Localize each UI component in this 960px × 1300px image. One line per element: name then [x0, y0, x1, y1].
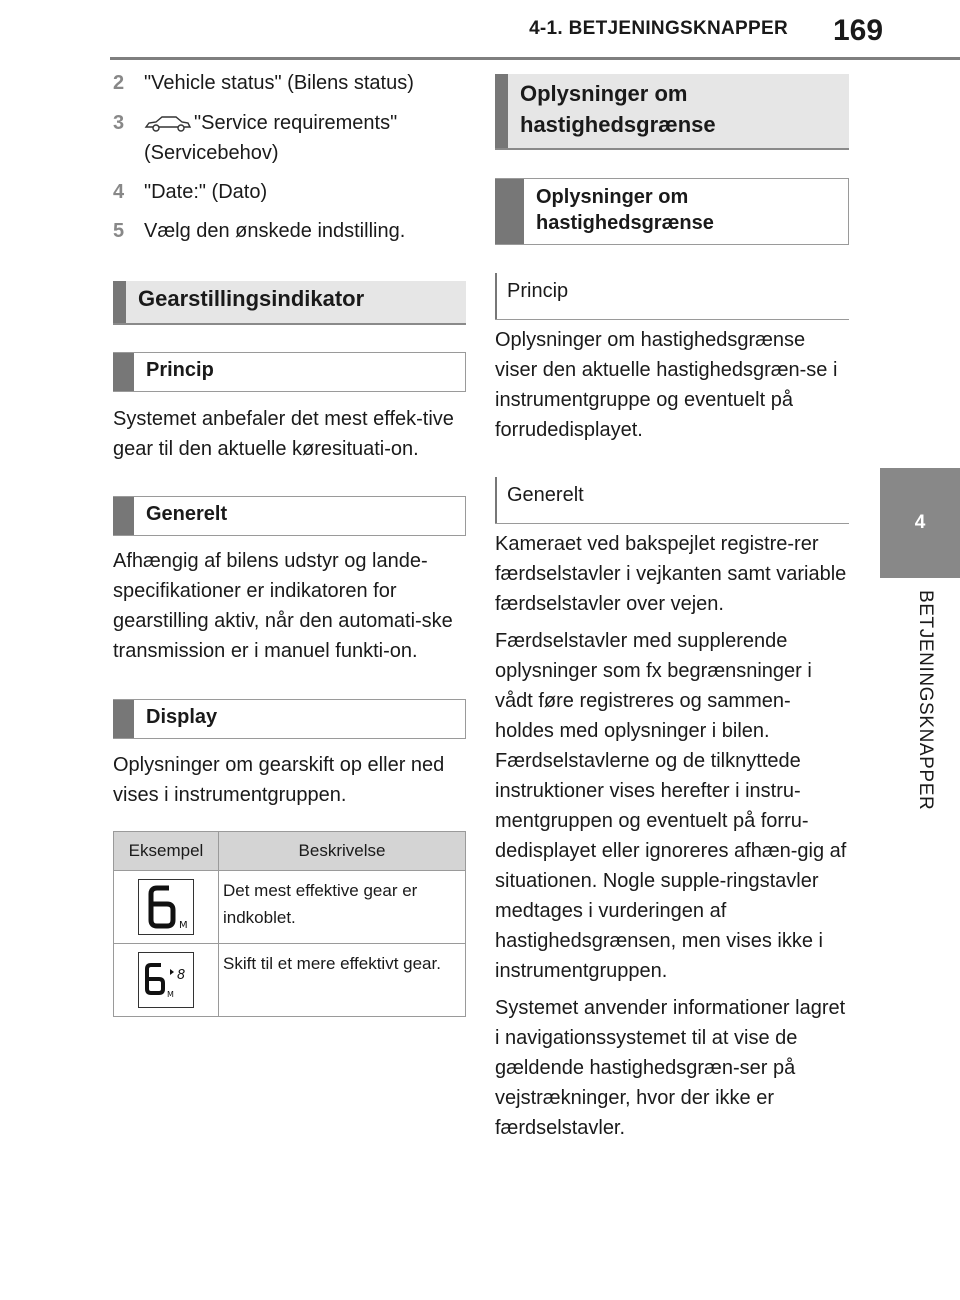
- gear-6-m-shift-8-icon: [138, 952, 194, 1008]
- table-cell-text: Skift til et mere effektivt gear.: [219, 944, 466, 1017]
- step-number: 3: [113, 112, 125, 134]
- display-text: Oplysninger om gearskift op eller ned vises i instrumentgruppen.: [113, 754, 445, 806]
- subheading-princip: [495, 273, 849, 320]
- subheading-text: Oplysninger om hastighedsgrænse: [536, 186, 714, 234]
- gear-6-m-icon: [138, 879, 194, 935]
- chapter-tab: 4: [880, 468, 960, 578]
- princip-text: Oplysninger om hastighedsgrænse viser den aktuelle hastighedsgræn-se i instrumentgruppe og eventuelt på forrudedisplayet.: [495, 329, 838, 441]
- svg-text:M: M: [179, 920, 188, 931]
- step-3: [113, 108, 466, 168]
- subheading-generelt: [113, 496, 466, 536]
- step-text: Vælg den ønskede indstilling.: [144, 220, 406, 242]
- car-icon: [144, 114, 192, 132]
- section-heading-speed-limit: [495, 74, 849, 150]
- generelt-text: Afhængig af bilens udstyr og lande-specifikationer er indikatoren for gearstilling aktiv, når den automati-ske transmission er i manuel funkti-on.: [113, 550, 453, 662]
- step-4: [113, 177, 466, 207]
- subheading-text: Display: [146, 706, 218, 728]
- right-column: [495, 74, 849, 1143]
- subheading-speed-limit: [495, 178, 849, 245]
- heading-bar: [113, 353, 134, 391]
- step-text: "Date:" (Dato): [144, 181, 268, 203]
- subheading-generelt: [495, 477, 849, 524]
- step-5: [113, 216, 466, 246]
- step-text: "Service requirements" (Servicebehov): [144, 112, 398, 164]
- header-rule: [110, 57, 960, 60]
- left-column: [113, 68, 466, 1017]
- subheading-display: [113, 699, 466, 739]
- step-text: "Vehicle status" (Bilens status): [144, 72, 414, 94]
- heading-bar: [113, 700, 134, 738]
- subheading-text: Generelt: [146, 503, 228, 525]
- step-number: 2: [113, 72, 125, 94]
- table-cell-icon: [114, 944, 219, 1017]
- section-heading-gear: [113, 281, 466, 325]
- table-header: Eksempel: [114, 832, 219, 871]
- subheading-text: Generelt: [507, 484, 584, 506]
- step-text-wrap: [144, 108, 466, 168]
- generelt-paragraph-2: Færdselstavler med supplerende oplysninger som fx begrænsninger i vådt føre registreres og sammen-holdes med oplysninger i bilen. Færdselstavlerne og de tilknyttede instruktioner vises herefter i instru-mentgruppen og eventuelt på forru-dedisplayet eller ignoreres afhæn-gig af situationen. Nogle supple-ringstavler medtages i vurderingen af hastighedsgrænsen, men vises ikke i instrumentgruppen.: [495, 630, 847, 982]
- table-row: [114, 944, 466, 1017]
- table-cell-text: Det mest effektive gear er indkoblet.: [219, 871, 466, 944]
- subheading-text: Princip: [146, 359, 214, 381]
- example-table: [113, 831, 466, 1017]
- heading-bar: [113, 281, 126, 323]
- table-header-row: [114, 832, 466, 871]
- step-number: 4: [113, 181, 125, 203]
- table-cell-icon: [114, 871, 219, 944]
- subheading-princip: [113, 352, 466, 392]
- subheading-text: Princip: [507, 280, 569, 302]
- generelt-paragraph-3: Systemet anvender informationer lagret i navigationssystemet til at vise de gældende hastighedsgræn-ser på vejstrækninger, hvor der ikke er færdselstavler.: [495, 997, 846, 1139]
- section-title: Oplysninger om hastighedsgrænse: [520, 81, 716, 137]
- heading-bar: [495, 74, 508, 148]
- table-header: Beskrivelse: [219, 832, 466, 871]
- heading-bar: [113, 497, 134, 535]
- header-title: 4-1. BETJENINGSKNAPPER: [529, 18, 788, 39]
- heading-bar: [495, 179, 524, 244]
- section-title: Gearstillingsindikator: [138, 286, 365, 311]
- generelt-paragraph-1: Kameraet ved bakspejlet registre-rer færdselstavler i vejkanten samt variable færdselstavler over vejen.: [495, 533, 847, 615]
- princip-text: Systemet anbefaler det mest effek-tive gear til den aktuelle køresituati-on.: [113, 408, 454, 460]
- svg-text:M: M: [167, 990, 174, 999]
- step-number: 5: [113, 220, 125, 242]
- svg-text:8: 8: [177, 968, 186, 983]
- step-2: [113, 68, 466, 98]
- table-row: [114, 871, 466, 944]
- chapter-side-label: BETJENINGSKNAPPER: [915, 590, 936, 811]
- page-number: 169: [832, 14, 884, 47]
